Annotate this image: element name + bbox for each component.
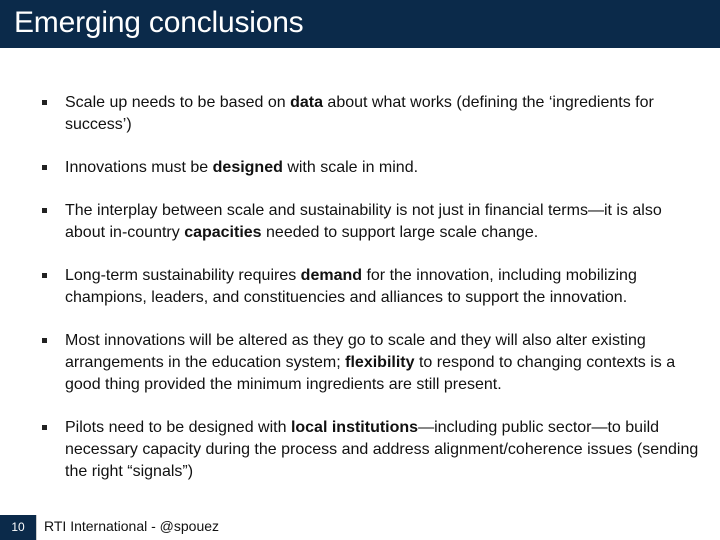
bullet-text: with scale in mind. (282, 159, 419, 176)
bullet-text: needed to support large scale change. (261, 224, 539, 241)
bullet-text: about what works (defining the ‘ingredients for success’) (65, 94, 654, 133)
bullet-text: Scale up needs to be based on (65, 94, 291, 111)
bullet-marker-icon (42, 208, 47, 213)
bullet-marker-icon (42, 338, 47, 343)
bullet-text: Most innovations will be altered as they go to scale and they will also alter existing arrangements in the education system; (65, 332, 646, 371)
bullet-text: to respond to changing contexts is a good thing provided the minimum ingredients are still present. (65, 354, 676, 393)
bullet-emphasis: demand (300, 267, 363, 284)
bullet-text: for the innovation, including mobilizing champions, leaders, and constituencies and alliances to support the innovation. (65, 267, 637, 306)
bullet-marker-icon (42, 165, 47, 170)
slide-title: Emerging conclusions (14, 6, 304, 39)
bullet-emphasis: flexibility (345, 354, 415, 371)
bullet-marker-icon (42, 425, 47, 430)
bullet-text: Innovations must be (65, 159, 213, 176)
bullet-item (40, 157, 700, 179)
footer-divider (36, 515, 37, 540)
bullet-text: —including public sector—to build necessary capacity during the process and address alignment/coherence issues (sending the right “signals”) (65, 419, 699, 480)
bullet-emphasis: local institutions (290, 419, 419, 436)
bullet-emphasis: capacities (184, 224, 262, 241)
bullet-item (40, 92, 700, 136)
bullet-list (40, 92, 700, 483)
page-number: 10 (0, 515, 36, 540)
bullet-text: Long-term sustainability requires (65, 267, 301, 284)
bullet-item (40, 265, 700, 309)
title-bar (0, 0, 720, 48)
bullet-text: Pilots need to be designed with (65, 419, 291, 436)
bullet-item (40, 330, 700, 396)
footer-credit: RTI International - @spouez (44, 518, 220, 534)
bullet-text: The interplay between scale and sustainability is not just in financial terms—it is also about in-country (65, 202, 662, 241)
bullet-emphasis: designed (212, 159, 283, 176)
bullet-marker-icon (42, 100, 47, 105)
bullet-item (40, 417, 700, 483)
bullet-item (40, 200, 700, 244)
bullet-marker-icon (42, 273, 47, 278)
bullet-emphasis: data (290, 94, 323, 111)
